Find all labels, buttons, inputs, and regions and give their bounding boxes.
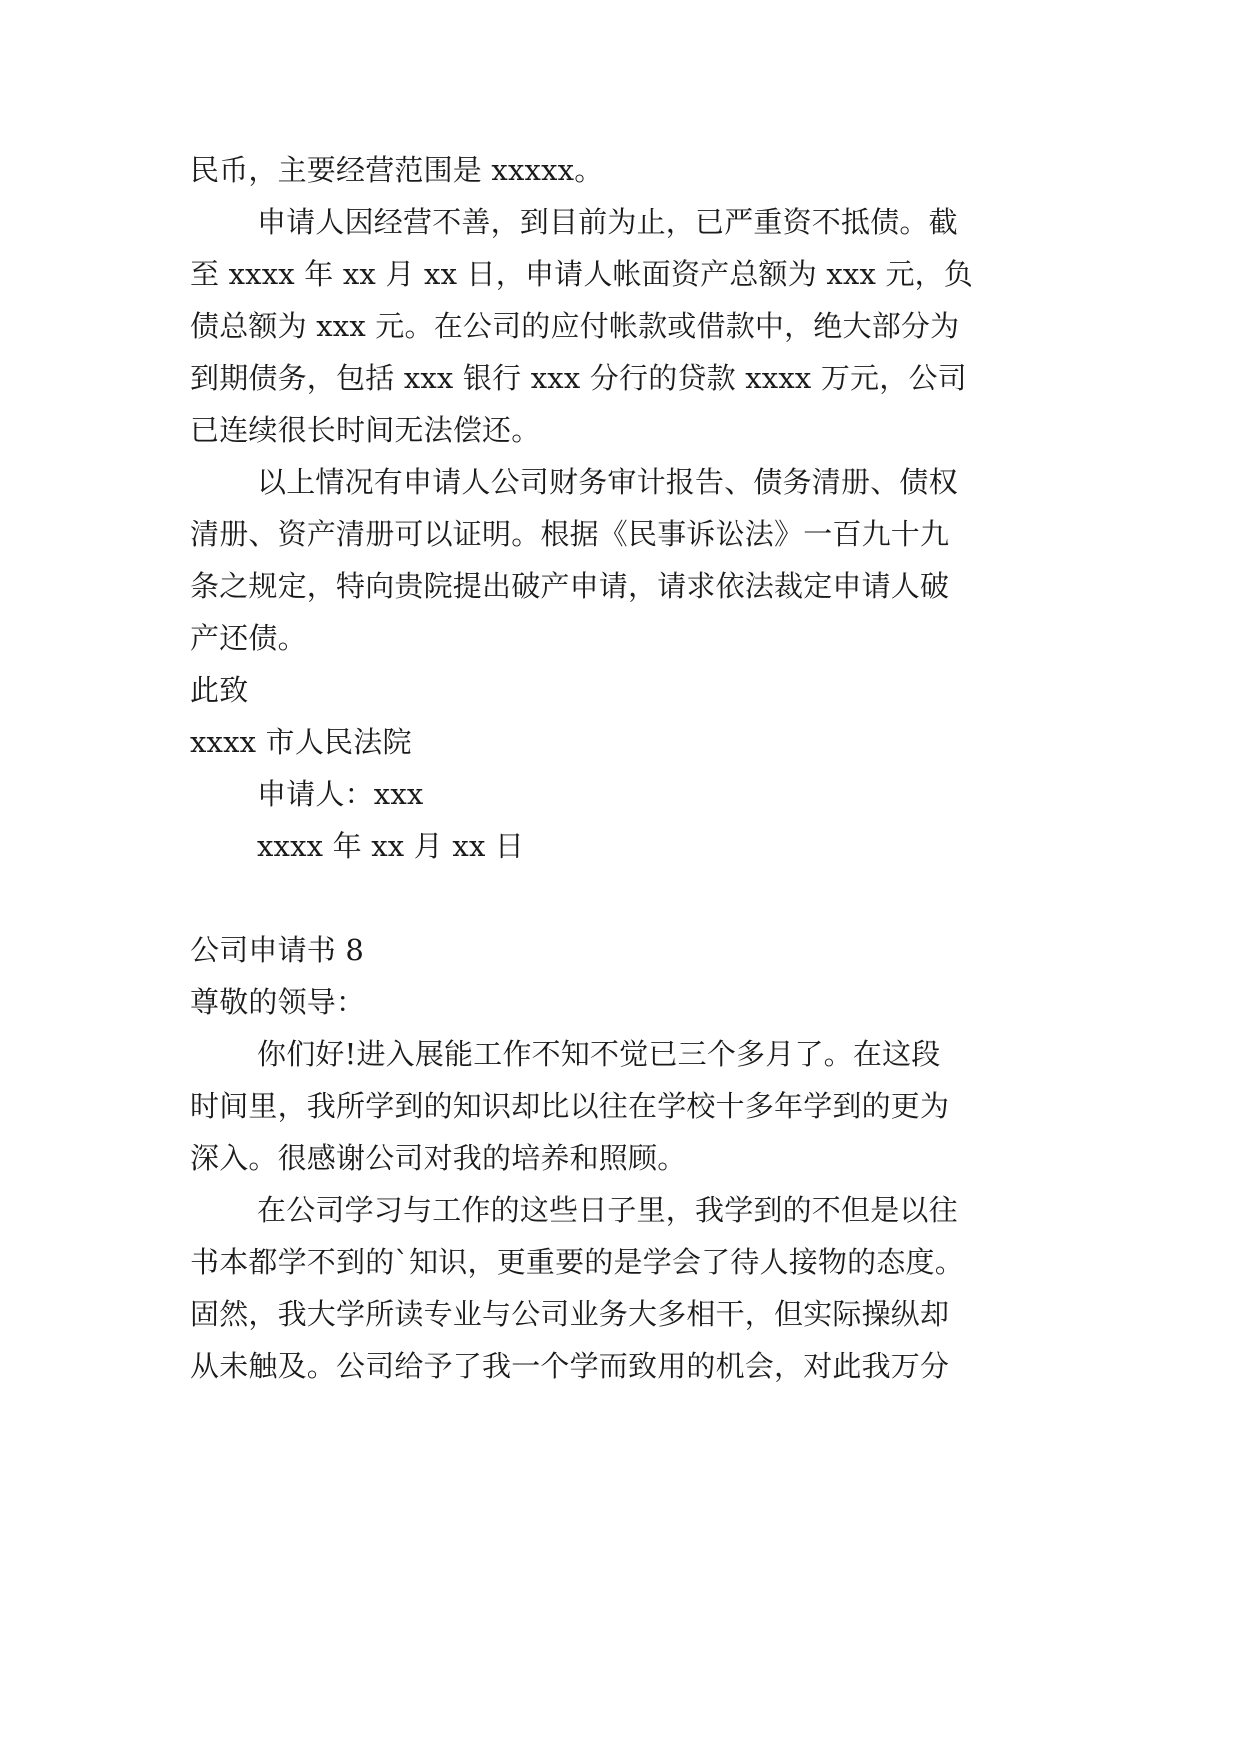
text-line: 到期债务，包括 xxx 银行 xxx 分行的贷款 xxxx 万元，公司 xyxy=(190,361,967,395)
recipient: xxxx 市人民法院 xyxy=(190,725,412,759)
text-line: 申请人因经营不善，到目前为止，已严重资不抵债。截 xyxy=(257,205,958,239)
text-line: 固然，我大学所读专业与公司业务大多相干，但实际操纵却 xyxy=(190,1297,950,1331)
text-line: 以上情况有申请人公司财务审计报告、债务清册、债权 xyxy=(257,465,958,499)
text-line: 从未触及。公司给予了我一个学而致用的机会，对此我万分 xyxy=(190,1349,950,1383)
text-line: 产还债。 xyxy=(190,621,307,655)
closing-text: 此致 xyxy=(190,673,249,707)
text-line: 清册、资产清册可以证明。根据《民事诉讼法》一百九十九 xyxy=(190,517,950,551)
text-line: 条之规定，特向贵院提出破产申请，请求依法裁定申请人破 xyxy=(190,569,950,603)
salutation: 尊敬的领导： xyxy=(190,985,366,1019)
signature-date: xxxx 年 xx 月 xx 日 xyxy=(257,829,525,863)
section-title: 公司申请书 8 xyxy=(190,933,365,967)
text-line: 你们好!进入展能工作不知不觉已三个多月了。在这段 xyxy=(257,1037,941,1071)
applicant-signature: 申请人：xxx xyxy=(257,777,424,811)
text-line: 民币，主要经营范围是 xxxxx。 xyxy=(190,153,604,187)
text-line: 书本都学不到的`知识，更重要的是学会了待人接物的态度。 xyxy=(190,1245,964,1279)
text-line: 在公司学习与工作的这些日子里，我学到的不但是以往 xyxy=(257,1193,958,1227)
text-line: 时间里，我所学到的知识却比以往在学校十多年学到的更为 xyxy=(190,1089,950,1123)
text-line: 至 xxxx 年 xx 月 xx 日，申请人帐面资产总额为 xxx 元，负 xyxy=(190,257,974,291)
text-line: 债总额为 xxx 元。在公司的应付帐款或借款中，绝大部分为 xyxy=(190,309,960,343)
text-line: 已连续很长时间无法偿还。 xyxy=(190,413,541,447)
text-line: 深入。很感谢公司对我的培养和照顾。 xyxy=(190,1141,687,1175)
